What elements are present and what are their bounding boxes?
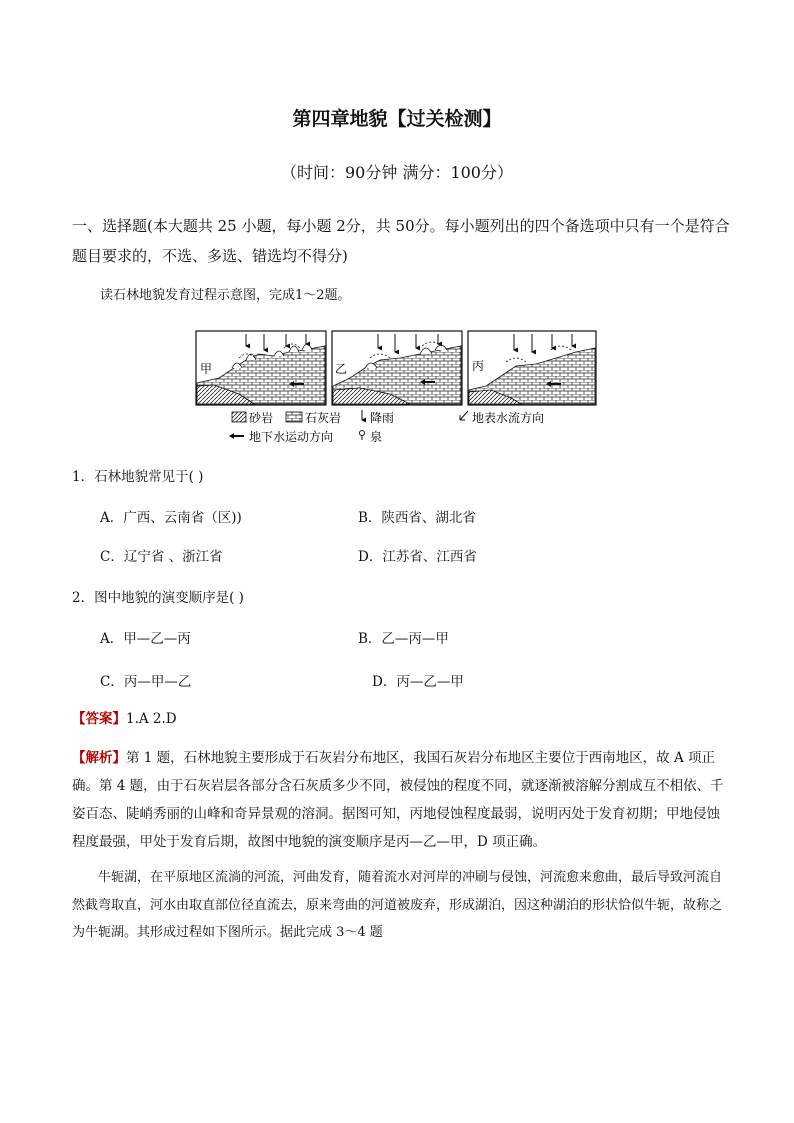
page-title: 第四章地貌【过关检测】: [292, 108, 502, 130]
limestone-swatch: [286, 412, 302, 422]
panel-bing: [468, 331, 596, 405]
question-intro-1: 读石林地貌发育过程示意图，完成1～2题。: [100, 288, 351, 303]
panel-label-yi: 乙: [335, 362, 348, 376]
legend-rain: 降雨: [370, 411, 395, 425]
legend-surface-flow: 地表水流方向: [472, 411, 545, 425]
question-intro-2: 牛轭湖，在平原地区流淌的河流，河曲发育，随着流水对河岸的冲刷与侵蚀，河流愈来愈曲，最后导致河流自然截弯取直，河水由取直部位径直流去，原来弯曲的河道被废弃，形成湖泊，因这种湖泊的形状恰似牛轭，故称之为牛轭湖。其形成过程如下图所示。据此完成 3～4 题: [72, 870, 723, 940]
panel-jia: [196, 331, 326, 405]
question-2-option-a: A．甲—乙—丙: [100, 631, 191, 647]
panel-label-bing: 丙: [472, 359, 485, 373]
underground-flow-arrow-icon: [229, 433, 234, 439]
legend-sandstone: 砂岩: [249, 411, 274, 425]
panel-yi: [332, 331, 462, 405]
answer-text: 1.A 2.D: [126, 711, 177, 727]
sandstone-swatch: [232, 412, 246, 422]
question-1-option-d: D．江苏省、江西省: [358, 549, 477, 565]
stone-forest-diagram: [194, 328, 598, 448]
answer-label: 【答案】: [72, 711, 126, 727]
legend-limestone: 石灰岩: [305, 411, 342, 425]
legend-spring: 泉: [370, 430, 383, 444]
question-1-stem: 1．石林地貌常见于( ): [72, 469, 204, 485]
exam-info: （时间：90分钟 满分：100分）: [281, 163, 513, 182]
surface-flow-arrow-icon: [460, 411, 468, 420]
answer-line: [72, 707, 177, 727]
question-1-option-a: A．广西、云南省（区)): [100, 510, 242, 526]
question-1-option-c: C．辽宁省 、浙江省: [100, 549, 223, 565]
question-1-option-b: B．陕西省、湖北省: [358, 510, 476, 526]
legend-underground-flow: 地下水运动方向: [249, 430, 334, 444]
question-2-option-d: D．丙—乙—甲: [372, 674, 464, 690]
explanation-block: [72, 744, 732, 856]
panel-label-jia: 甲: [200, 362, 213, 376]
explanation-label: 【解析】: [72, 750, 126, 766]
question-2-option-b: B．乙—丙—甲: [358, 631, 449, 647]
question-2-stem: 2．图中地貌的演变顺序是( ): [72, 590, 244, 606]
diagram-legend: [229, 410, 544, 444]
explanation-text: 第 1 题，石林地貌主要形成于石灰岩分布地区，我国石灰岩分布地区主要位于西南地区，故 A 项正确。第 4 题，由于石灰岩层各部分含石灰质多少不同，被侵蚀的程度不同，就逐渐被溶解分割成互不相依、千姿百态、陡峭秀丽的山峰和奇异景观的溶洞。据图可知，丙地侵蚀程度最弱，说明丙处于发育初期；甲地侵蚀程度最强，甲处于发育后期，故图中地貌的演变顺序是丙—乙—甲，D 项正确。: [72, 750, 724, 850]
question-2-option-c: C．丙—甲—乙: [100, 674, 192, 690]
section-heading: 一、选择题(本大题共 25 小题，每小题 2分，共 50分。每小题列出的四个备选项中只有一个是符合题目要求的，不选、多选、错选均不得分): [72, 217, 730, 265]
spring-icon: [360, 431, 365, 436]
